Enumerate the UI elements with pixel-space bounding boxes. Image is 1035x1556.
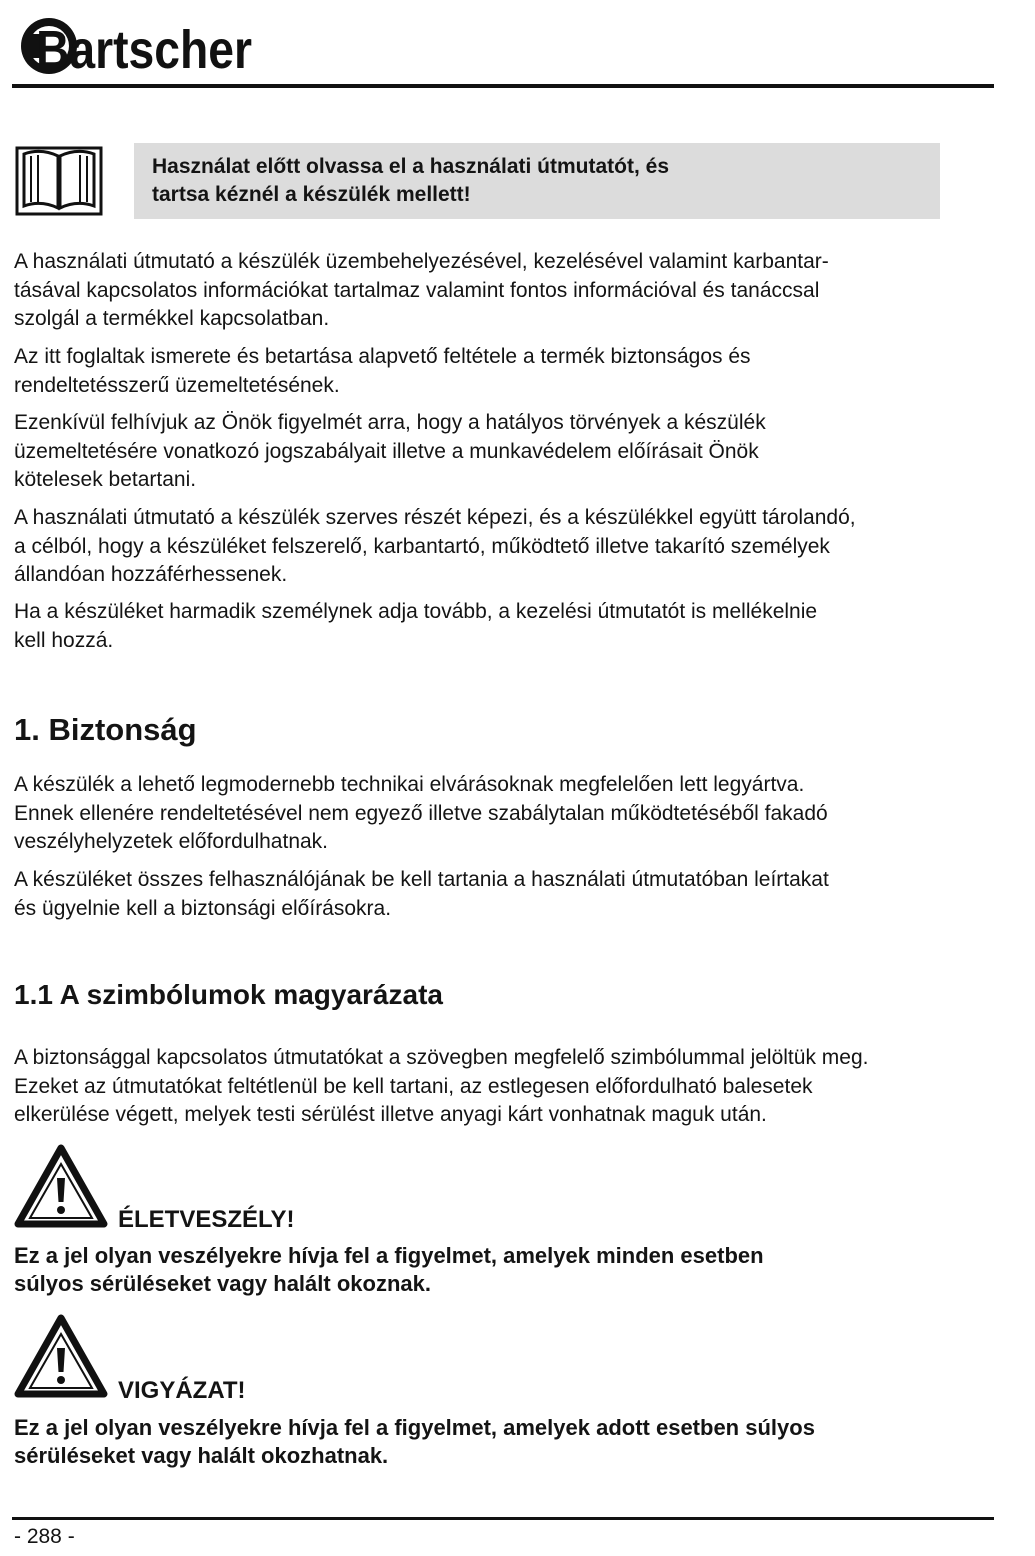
text-line: a célból, hogy a készüléket felszerelő, karbantartó, működtető illetve takarító személyek (14, 534, 830, 558)
notice-line: Használat előtt olvassa el a használati útmutatót, és (152, 155, 669, 178)
text-line: sérüléseket vagy halált okozhatnak. (14, 1443, 389, 1468)
text-line: üzemeltetésére vonatkozó jogszabályait illetve a munkavédelem előírásait Önök (14, 439, 759, 463)
brand-logo-mark (14, 8, 254, 80)
text-line: rendeltetésszerű üzemeltetésének. (14, 373, 340, 397)
intro-paragraph (14, 504, 856, 590)
section-paragraph (14, 771, 828, 857)
text-line: állandóan hozzáférhessenek. (14, 563, 288, 586)
read-instructions-notice (134, 143, 940, 219)
intro-paragraph (14, 598, 817, 655)
text-line: és ügyelnie kell a biztonsági előírásokra. (14, 896, 392, 920)
footer-rule (12, 1517, 994, 1520)
section-heading-symbols: 1.1 A szimbólumok magyarázata (14, 979, 443, 1010)
text-line: A biztonsággal kapcsolatos útmutatókat a szövegben megfelelő szimbólummal jelöltük meg. (14, 1046, 869, 1069)
section-paragraph (14, 1044, 868, 1130)
brand-logo (14, 8, 254, 80)
text-line: Ennek ellenére rendeltetésével nem egyező illetve szabálytalan működtetéséből fakadó (14, 801, 828, 825)
warning-text (14, 1242, 764, 1298)
section-paragraph (14, 866, 829, 923)
page-number: - 288 - (14, 1525, 75, 1548)
brand-logo-text: Bartscher (36, 20, 252, 80)
text-line: szolgál a termékkel kapcsolatban. (14, 307, 330, 330)
text-line: Ha a készüléket harmadik személynek adja tovább, a kezelési útmutatót is mellékelnie (14, 600, 818, 623)
text-line: A használati útmutató a készülék üzembehelyezésével, kezelésével valamint karbantar- (14, 250, 829, 273)
text-line: Ezeket az útmutatókat feltétlenül be kell tartani, az estlegesen előfordulható balesetek (14, 1074, 813, 1098)
text-line: veszélyhelyzetek előfordulhatnak. (14, 830, 329, 853)
text-line: A használati útmutató a készülék szerves részét képezi, és a készülékkel együtt tárolandó, (14, 506, 856, 529)
section-heading-safety: 1. Biztonság (14, 712, 197, 747)
text-line: súlyos sérüléseket vagy halált okoznak. (14, 1271, 431, 1296)
book-icon (14, 142, 104, 218)
text-line: Ez a jel olyan veszélyekre hívja fel a figyelmet, amelyek adott esetben súlyos (14, 1415, 815, 1440)
warning-title-danger: ÉLETVESZÉLY! (118, 1206, 295, 1233)
warning-title-caution: VIGYÁZAT! (118, 1377, 246, 1404)
text-line: A készülék a lehető legmodernebb technikai elvárásoknak megfelelően lett legyártva. (14, 773, 805, 796)
text-line: kell hozzá. (14, 628, 114, 652)
text-line: A készüléket összes felhasználójának be kell tartania a használati útmutatóban leírtakat (14, 868, 829, 891)
intro-paragraph (14, 248, 829, 334)
text-line: Ezenkívül felhívjuk az Önök figyelmét arra, hogy a hatályos törvények a készülék (14, 411, 766, 434)
text-line: elkerülése végett, melyek testi sérülést illetve anyagi kárt vonhatnak maguk után. (14, 1103, 767, 1126)
warning-triangle-icon (14, 1144, 108, 1228)
warning-triangle-icon (14, 1314, 108, 1398)
text-line: kötelesek betartani. (14, 468, 197, 491)
text-line: tásával kapcsolatos információkat tartalmaz valamint fontos információval és tanáccsal (14, 278, 820, 302)
notice-line: tartsa kéznél a készülék mellett! (152, 183, 471, 206)
intro-paragraph (14, 409, 766, 495)
header-rule (12, 84, 994, 88)
text-line: Az itt foglaltak ismerete és betartása alapvető feltétele a termék biztonságos és (14, 345, 751, 368)
warning-text (14, 1414, 815, 1470)
text-line: Ez a jel olyan veszélyekre hívja fel a figyelmet, amelyek minden esetben (14, 1243, 764, 1268)
intro-paragraph (14, 343, 751, 400)
